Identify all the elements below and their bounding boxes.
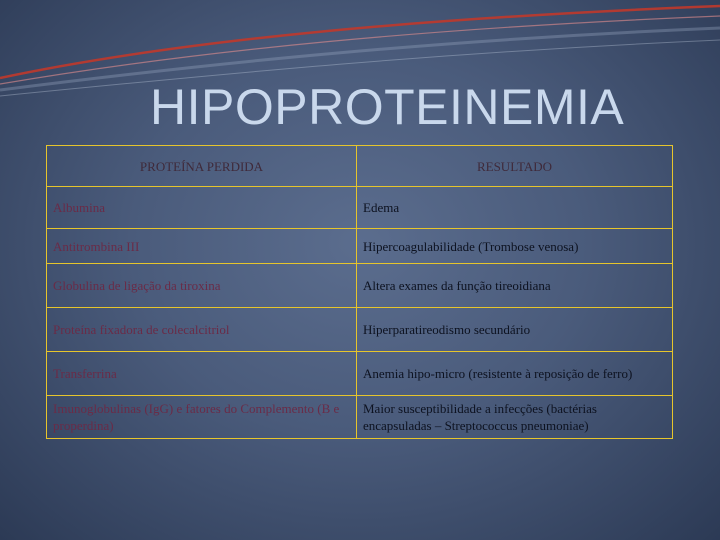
table-row — [47, 396, 673, 439]
cell-result: Anemia hipo-micro (resistente à reposição de ferro) — [357, 352, 673, 396]
column-header-protein: PROTEÍNA PERDIDA — [47, 146, 357, 187]
cell-result: Hiperparatireodismo secundário — [357, 308, 673, 352]
cell-result: Maior susceptibilidade a infecções (bactérias encapsuladas – Streptococcus pneumoniae) — [357, 396, 673, 439]
cell-protein: Transferrina — [47, 352, 357, 396]
cell-result: Edema — [357, 187, 673, 229]
table-header-row — [47, 146, 673, 187]
cell-protein: Proteína fixadora de colecalcitriol — [47, 308, 357, 352]
table-row — [47, 308, 673, 352]
table-row — [47, 352, 673, 396]
cell-protein: Globulina de ligação da tiroxina — [47, 264, 357, 308]
table-row — [47, 264, 673, 308]
cell-result: Hipercoagulabilidade (Trombose venosa) — [357, 229, 673, 264]
column-header-result: RESULTADO — [357, 146, 673, 187]
protein-loss-table — [46, 145, 673, 439]
cell-result: Altera exames da função tireoidiana — [357, 264, 673, 308]
cell-protein: Imunoglobulinas (IgG) e fatores do Complemento (B e properdina) — [47, 396, 357, 439]
page-title: HIPOPROTEINEMIA — [150, 79, 625, 135]
cell-protein: Antitrombina III — [47, 229, 357, 264]
table-row — [47, 229, 673, 264]
cell-protein: Albumina — [47, 187, 357, 229]
table-row — [47, 187, 673, 229]
